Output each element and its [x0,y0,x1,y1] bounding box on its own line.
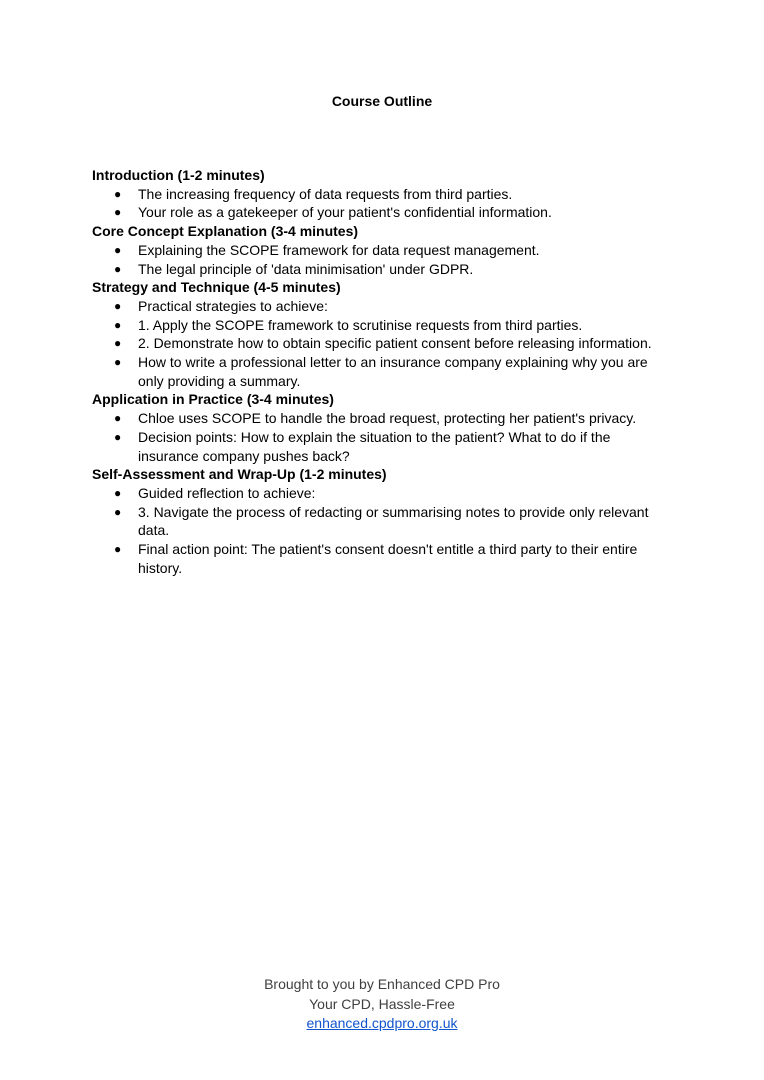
outline-section [92,222,672,278]
bullet-icon: ● [114,504,122,519]
course-outline [92,166,672,577]
list-item [92,260,672,279]
bullet-list [92,484,672,578]
bullet-icon: ● [114,242,122,257]
bullet-icon: ● [114,317,122,332]
page-footer [0,975,764,1034]
outline-section [92,166,672,222]
list-item-text: Decision points: How to explain the situation to the patient? What to do if the insurance company pushes back? [138,428,611,464]
list-item [92,203,672,222]
list-item [92,484,672,503]
list-item-text: Final action point: The patient's consent doesn't entitle a third party to their entire history. [138,541,638,576]
outline-section [92,390,672,465]
footer-tagline: Brought to you by Enhanced CPD Pro [264,976,500,992]
list-item [92,353,672,390]
list-item-text: 2. Demonstrate how to obtain specific patient consent before releasing information. [138,335,652,352]
list-item [92,316,672,335]
bullet-list [92,185,672,222]
section-heading: Core Concept Explanation (3-4 minutes) [92,223,359,240]
bullet-list [92,241,672,278]
page-title: Course Outline [331,93,433,109]
bullet-icon: ● [114,261,122,276]
bullet-icon: ● [114,186,122,201]
list-item-text: Your role as a gatekeeper of your patient's confidential information. [138,204,552,221]
list-item [92,185,672,204]
section-heading: Self-Assessment and Wrap-Up (1-2 minutes) [92,466,387,483]
list-item-text: How to write a professional letter to an insurance company explaining why you are only providing a summary. [138,354,648,389]
list-item [92,540,672,577]
list-item [92,241,672,260]
section-heading: Strategy and Technique (4-5 minutes) [92,279,341,296]
bullet-icon: ● [114,205,122,220]
bullet-icon: ● [114,485,122,500]
bullet-icon: ● [114,355,122,370]
footer-slogan: Your CPD, Hassle-Free [309,995,455,1012]
bullet-list [92,409,672,465]
list-item [92,297,672,316]
section-heading: Introduction (1-2 minutes) [92,167,265,183]
list-item-text: Explaining the SCOPE framework for data request management. [138,241,540,258]
footer-website-link[interactable]: enhanced.cpdpro.org.uk [306,1015,458,1031]
list-item-text: Chloe uses SCOPE to handle the broad request, protecting her patient's privacy. [138,410,637,427]
bullet-icon: ● [114,336,122,351]
bullet-icon: ● [114,542,122,557]
bullet-list [92,297,672,391]
list-item [92,428,672,465]
list-item [92,334,672,353]
outline-section [92,465,672,577]
bullet-icon: ● [114,429,122,444]
list-item [92,503,672,540]
outline-section [92,278,672,390]
list-item-text: Guided reflection to achieve: [138,484,316,501]
section-heading: Application in Practice (3-4 minutes) [92,391,334,408]
list-item-text: 3. Navigate the process of redacting or summarising notes to provide only relevant data. [138,503,649,539]
list-item-text: 1. Apply the SCOPE framework to scrutinise requests from third parties. [138,316,583,333]
bullet-icon: ● [114,298,122,313]
bullet-icon: ● [114,411,122,426]
list-item-text: The legal principle of 'data minimisation' under GDPR. [138,260,474,277]
list-item-text: The increasing frequency of data requests from third parties. [138,185,513,202]
list-item-text: Practical strategies to achieve: [138,297,328,314]
list-item [92,409,672,428]
